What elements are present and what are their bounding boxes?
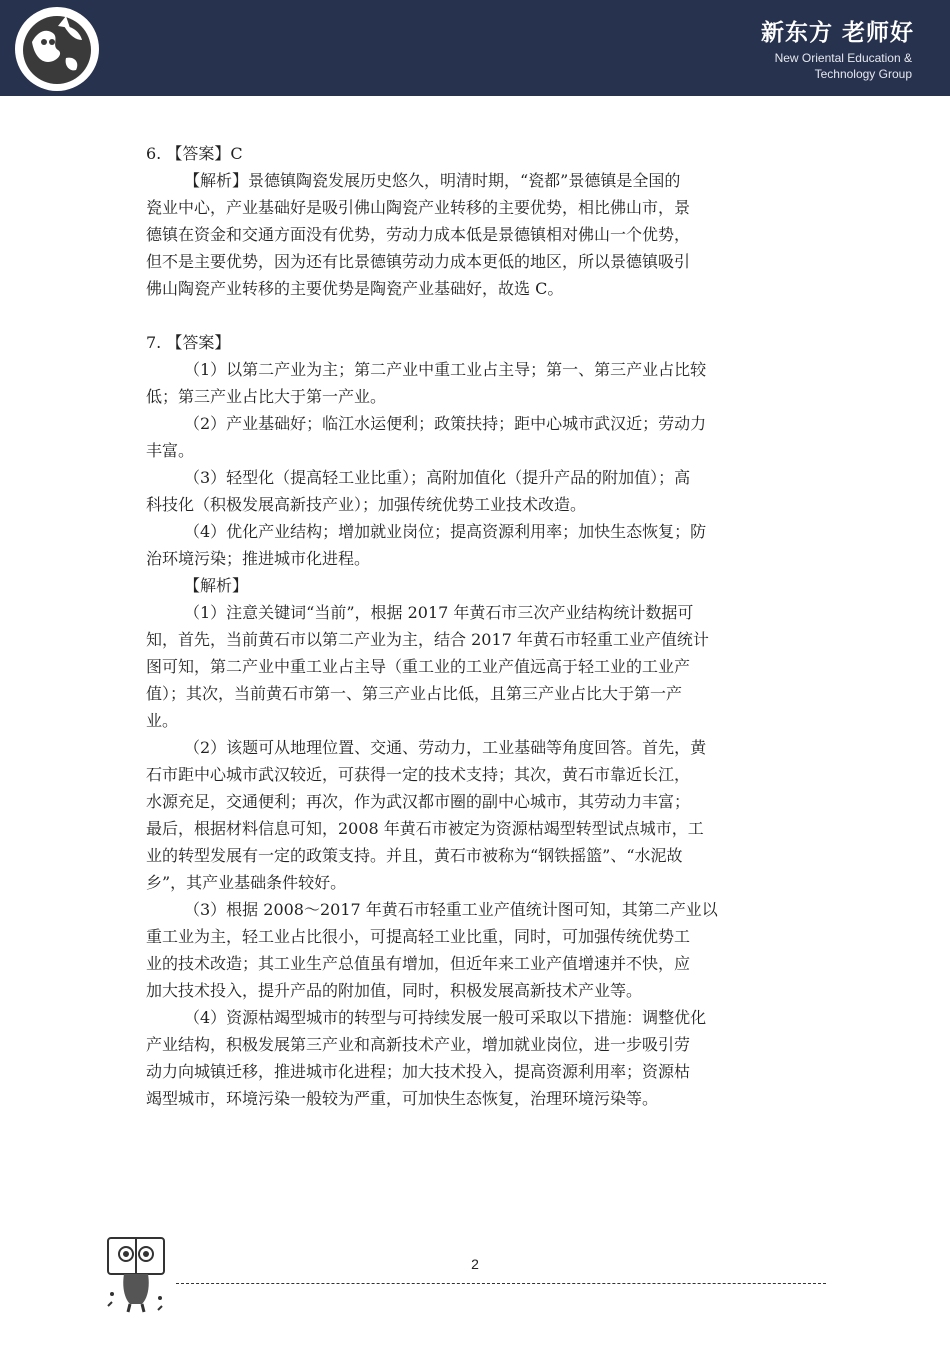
text-line: （4）优化产业结构；增加就业岗位；提高资源利用率；加快生态恢复；防 bbox=[184, 522, 707, 541]
text-line: 水源充足，交通便利；再次，作为武汉都市圈的副中心城市，其劳动力丰富； bbox=[146, 792, 691, 811]
question-7-heading: 7. 【答案】 bbox=[146, 333, 231, 352]
text-line: 加大技术投入，提升产品的附加值，同时，积极发展高新技术产业等。 bbox=[146, 981, 643, 1000]
text-line: 知，首先，当前黄石市以第二产业为主，结合 2017 年黄石市轻重工业产值统计 bbox=[146, 630, 709, 649]
brand-en-line: Technology Group bbox=[814, 67, 912, 81]
text-line: 业。 bbox=[146, 711, 179, 730]
text-line: 动力向城镇迁移，推进城市化进程；加大技术投入，提高资源利用率；资源枯 bbox=[146, 1062, 691, 1081]
text-line: （2）产业基础好；临江水运便利；政策扶持；距中心城市武汉近；劳动力 bbox=[184, 414, 707, 433]
text-line: 科技化（积极发展高新技产业）；加强传统优势工业技术改造。 bbox=[146, 495, 587, 514]
text-line: 治环境污染；推进城市化进程。 bbox=[146, 549, 371, 568]
text-line: 竭型城市，环境污染一般较为严重，可加快生态恢复，治理环境污染等。 bbox=[146, 1089, 659, 1108]
text-line: 图可知，第二产业中重工业占主导（重工业的工业产值远高于轻工业的工业产 bbox=[146, 657, 691, 676]
text-line: 但不是主要优势，因为还有比景德镇劳动力成本更低的地区，所以景德镇吸引 bbox=[146, 252, 691, 271]
text-line: （1）以第二产业为主；第二产业中重工业占主导；第一、第三产业占比较 bbox=[184, 360, 707, 379]
text-line: （2）该题可从地理位置、交通、劳动力，工业基础等角度回答。首先，黄 bbox=[184, 738, 707, 757]
text-line: 丰富。 bbox=[146, 441, 195, 460]
brand-name-cn: 新东方 老师好 bbox=[760, 20, 914, 46]
text-line: 瓷业中心，产业基础好是吸引佛山陶瓷产业转移的主要优势，相比佛山市，景 bbox=[146, 198, 691, 217]
globe-logo-icon bbox=[14, 6, 100, 92]
text-line: （4）资源枯竭型城市的转型与可持续发展一般可采取以下措施：调整优化 bbox=[184, 1008, 707, 1027]
text-line: 低；第三产业占比大于第一产业。 bbox=[146, 387, 387, 406]
brand-en-line: New Oriental Education & bbox=[774, 51, 912, 65]
text-line: 佛山陶瓷产业转移的主要优势是陶瓷产业基础好，故选 C。 bbox=[146, 279, 564, 298]
text-line: 石市距中心城市武汉较近，可获得一定的技术支持；其次，黄石市靠近长江， bbox=[146, 765, 691, 784]
text-line: 业的技术改造；其工业生产总值虽有增加，但近年来工业产值增速并不快，应 bbox=[146, 954, 691, 973]
spacer bbox=[146, 302, 804, 329]
footer-divider bbox=[176, 1283, 826, 1284]
page-header bbox=[0, 0, 950, 96]
text-line: （3）根据 2008～2017 年黄石市轻重工业产值统计图可知，其第二产业以 bbox=[184, 900, 718, 919]
text-line: （1）注意关键词“当前”，根据 2017 年黄石市三次产业结构统计数据可 bbox=[184, 603, 694, 622]
analysis-label: 【解析】 bbox=[184, 576, 249, 595]
text-line: 业的转型发展有一定的政策支持。并且，黄石市被称为“钢铁摇篮”、“水泥故 bbox=[146, 846, 683, 865]
text-line: 德镇在资金和交通方面没有优势，劳动力成本低是景德镇相对佛山一个优势， bbox=[146, 225, 691, 244]
reading-owl-mascot-icon bbox=[100, 1232, 172, 1316]
text-line: 乡”，其产业基础条件较好。 bbox=[146, 873, 347, 892]
brand-name-en bbox=[612, 50, 912, 82]
text-line: 值）；其次，当前黄石市第一、第三产业占比低，且第三产业占比大于第一产 bbox=[146, 684, 683, 703]
text-line: 产业结构，积极发展第三产业和高新技术产业，增加就业岗位，进一步吸引劳 bbox=[146, 1035, 691, 1054]
text-line: （3）轻型化（提高轻工业比重）；高附加值化（提升产品的附加值）；高 bbox=[184, 468, 691, 487]
text-line: 最后，根据材料信息可知，2008 年黄石市被定为资源枯竭型转型试点城市，工 bbox=[146, 819, 704, 838]
document-body bbox=[146, 140, 804, 1112]
page-number: 2 bbox=[471, 1256, 479, 1272]
text-line: 【解析】景德镇陶瓷发展历史悠久，明清时期，“瓷都”景德镇是全国的 bbox=[184, 171, 681, 190]
text-line: 重工业为主，轻工业占比很小，可提高轻工业比重，同时，可加强传统优势工 bbox=[146, 927, 691, 946]
question-6-heading: 6. 【答案】C bbox=[146, 144, 243, 163]
